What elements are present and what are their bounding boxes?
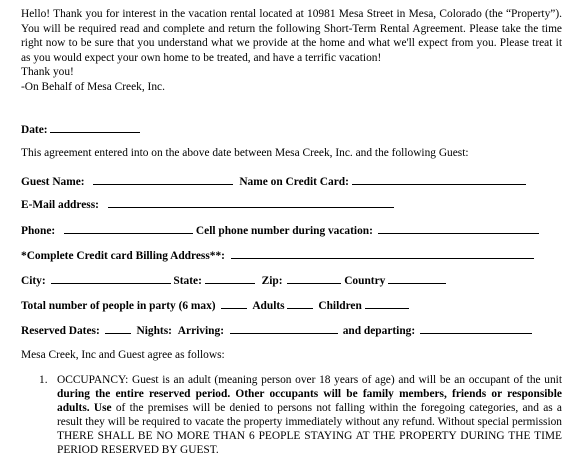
phone-field[interactable] [64,222,193,234]
clause-number: 1. [39,374,48,386]
intro-paragraph: Hello! Thank you for interest in the vacation rental located at 10981 Mesa Street in Mesa, Colorado (the “Property”). You will be required read and complete and return the following Short-Term Rental Agreement. Please take the time right now to be sure that you understand what we provide at the home and what we'll expect from you. Please treat it as you would expect your own home to be treated, and have a terrific vacation! [21,8,562,64]
date-row [21,121,140,137]
country-field[interactable] [388,272,446,284]
city-label: City: [21,275,46,287]
city-field[interactable] [51,272,171,284]
phone-row [21,222,539,238]
children-label: Children [318,300,362,312]
reserved-dates-label: Reserved Dates: [21,325,100,337]
adults-label: Adults [252,300,285,312]
thank-you-text: Thank you! [21,66,74,79]
adults-field[interactable] [287,297,313,309]
occupancy-text-rest: of the premises will be denied to persons not falling within the foregoing categories, and as a result they will be required to vacate the property immediately without any refund. Without special permission THERE SHALL BE NO MORE THAN 6 PEOPLE STAYING AT THE PROPERTY DURING THE TIME PERIOD RESERVED BY GUEST. [57,401,562,456]
agree-text: Mesa Creek, Inc and Guest agree as follows: [21,349,225,361]
email-label: E-Mail address: [21,199,99,211]
occupancy-text-part1: OCCUPANCY: Guest is an adult (meaning person over 18 years of age) and will be an occupant of the unit [57,374,562,386]
cell-phone-field[interactable] [378,222,539,234]
arriving-label: Arriving: [177,325,224,337]
date-label: Date: [21,124,48,136]
guest-name-field[interactable] [93,173,233,185]
zip-field[interactable] [287,272,341,284]
email-field[interactable] [108,196,394,208]
state-label: State: [173,275,202,287]
billing-row [21,247,534,263]
occupancy-text-bold: during the entire reserved period. Other occupants will be family members, friends or responsible adults. [57,387,562,414]
date-field[interactable] [50,121,140,133]
signature-text: -On Behalf of Mesa Creek, Inc. [21,80,165,93]
zip-label: Zip: [261,275,283,287]
billing-address-label: *Complete Credit card Billing Address**: [21,250,225,262]
occupancy-clause [39,374,562,457]
party-size-row [21,297,409,313]
email-row [21,196,394,212]
party-size-field[interactable] [221,297,247,309]
guest-name-label: Guest Name: [21,176,85,188]
cell-phone-label: Cell phone number during vacation: [195,225,373,237]
country-label: Country [344,275,386,287]
party-size-label: Total number of people in party (6 max) [21,300,216,312]
agreement-text: This agreement entered into on the above date between Mesa Creek, Inc. and the following Guest: [21,147,469,159]
occupancy-use-bold: Use [93,401,112,414]
state-field[interactable] [205,272,255,284]
credit-card-name-field[interactable] [352,173,526,185]
phone-label: Phone: [21,225,56,237]
arriving-field[interactable] [230,322,338,334]
children-field[interactable] [365,297,409,309]
credit-card-name-label: Name on Credit Card: [239,176,349,188]
reserved-dates-field[interactable] [105,322,131,334]
guest-name-row [21,173,526,189]
reserved-dates-row [21,322,532,338]
nights-label: Nights: [136,325,172,337]
city-row [21,272,446,288]
departing-label: and departing: [342,325,416,337]
intro-section [21,7,562,95]
occupancy-text [57,374,562,457]
departing-field[interactable] [420,322,532,334]
billing-address-field[interactable] [231,247,534,259]
